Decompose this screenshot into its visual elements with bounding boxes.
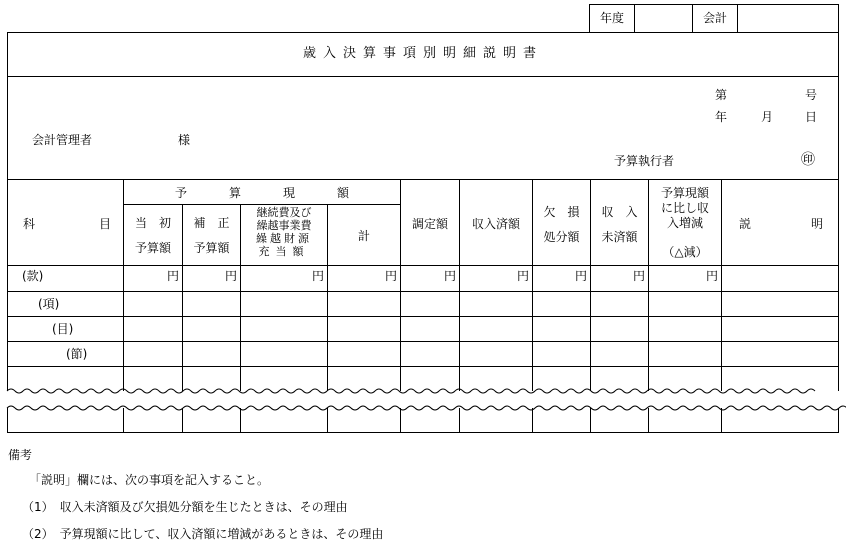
row-label-kou: (項) — [38, 297, 60, 311]
header-bottom-line — [7, 265, 839, 266]
executor-label: 予算執行者 — [614, 154, 675, 168]
document-title: 歳入決算事項別明細説明書 — [302, 46, 543, 61]
yen-unit: 円 — [224, 269, 237, 283]
col-explain-a: 説 — [739, 217, 752, 231]
col-diff-3: 入増減 — [666, 216, 703, 230]
col-line — [182, 204, 183, 391]
yen-unit: 円 — [574, 269, 587, 283]
fiscal-year-input[interactable] — [635, 5, 692, 32]
col-diff-4: （△減） — [662, 245, 708, 259]
col-loss-1: 欠 損 — [543, 205, 580, 219]
col-total: 計 — [357, 229, 370, 243]
row-line — [7, 316, 839, 317]
col-line — [459, 179, 460, 391]
yen-unit: 円 — [443, 269, 456, 283]
account-input[interactable] — [738, 5, 838, 32]
col-carry-2: 繰越事業費 — [256, 219, 312, 232]
number-suffix: 号 — [805, 88, 818, 102]
budget-group-line — [123, 204, 400, 205]
yen-unit: 円 — [705, 269, 718, 283]
date-year: 年 — [715, 110, 728, 124]
col-supp-2: 予算額 — [193, 241, 230, 255]
yen-unit: 円 — [516, 269, 529, 283]
col-line — [400, 179, 401, 391]
addressee-honorific: 様 — [178, 133, 191, 147]
col-carry-3: 繰越財源 — [256, 232, 312, 245]
col-unreceived-2: 未済額 — [601, 230, 638, 244]
col-received: 収入済額 — [471, 217, 520, 231]
yen-unit: 円 — [632, 269, 645, 283]
col-subject-a: 科 — [23, 217, 36, 231]
col-carry-1: 継続費及び — [256, 206, 312, 219]
yen-unit: 円 — [311, 269, 324, 283]
col-initial-1: 当 初 — [134, 216, 171, 230]
table-break-wave — [0, 386, 846, 414]
notes-line: 「説明」欄には、次の事項を記入すること。 — [29, 473, 270, 487]
col-line — [123, 179, 124, 391]
row-label-kan: (款) — [22, 269, 44, 283]
col-line — [721, 179, 722, 391]
col-loss-2: 処分額 — [543, 230, 580, 244]
col-diff-2: に比し収 — [660, 201, 709, 215]
date-month: 月 — [761, 110, 774, 124]
col-supp-1: 補 正 — [193, 216, 230, 230]
row-label-setsu: (節) — [66, 347, 88, 361]
account-label: 会計 — [702, 11, 727, 25]
group-budget-heading: 予算現額 — [174, 186, 391, 200]
col-subject-b: 目 — [99, 217, 112, 231]
date-day: 日 — [805, 110, 818, 124]
notes-heading: 備考 — [8, 448, 33, 462]
number-prefix: 第 — [715, 88, 728, 102]
col-initial-2: 予算額 — [134, 241, 171, 255]
seal-icon: ㊞ — [801, 152, 815, 168]
row-line — [7, 341, 839, 342]
notes-line: （1） 収入未済額及び欠損処分額を生じたときは、その理由 — [22, 500, 348, 514]
row-line — [7, 366, 839, 367]
col-adjusted: 調定額 — [411, 217, 448, 231]
col-explain-b: 明 — [811, 217, 824, 231]
addressee-role: 会計管理者 — [32, 133, 93, 147]
notes-line: （2） 予算現額に比して、収入済額に増減があるときは、その理由 — [22, 527, 384, 541]
col-carry-4: 充当額 — [258, 245, 310, 258]
row-line — [7, 291, 839, 292]
yen-unit: 円 — [166, 269, 179, 283]
col-unreceived-1: 収 入 — [601, 205, 638, 219]
col-diff-1: 予算現額 — [660, 186, 709, 200]
row-label-moku: (目) — [52, 322, 74, 336]
fiscal-year-label: 年度 — [599, 11, 624, 25]
yen-unit: 円 — [384, 269, 397, 283]
